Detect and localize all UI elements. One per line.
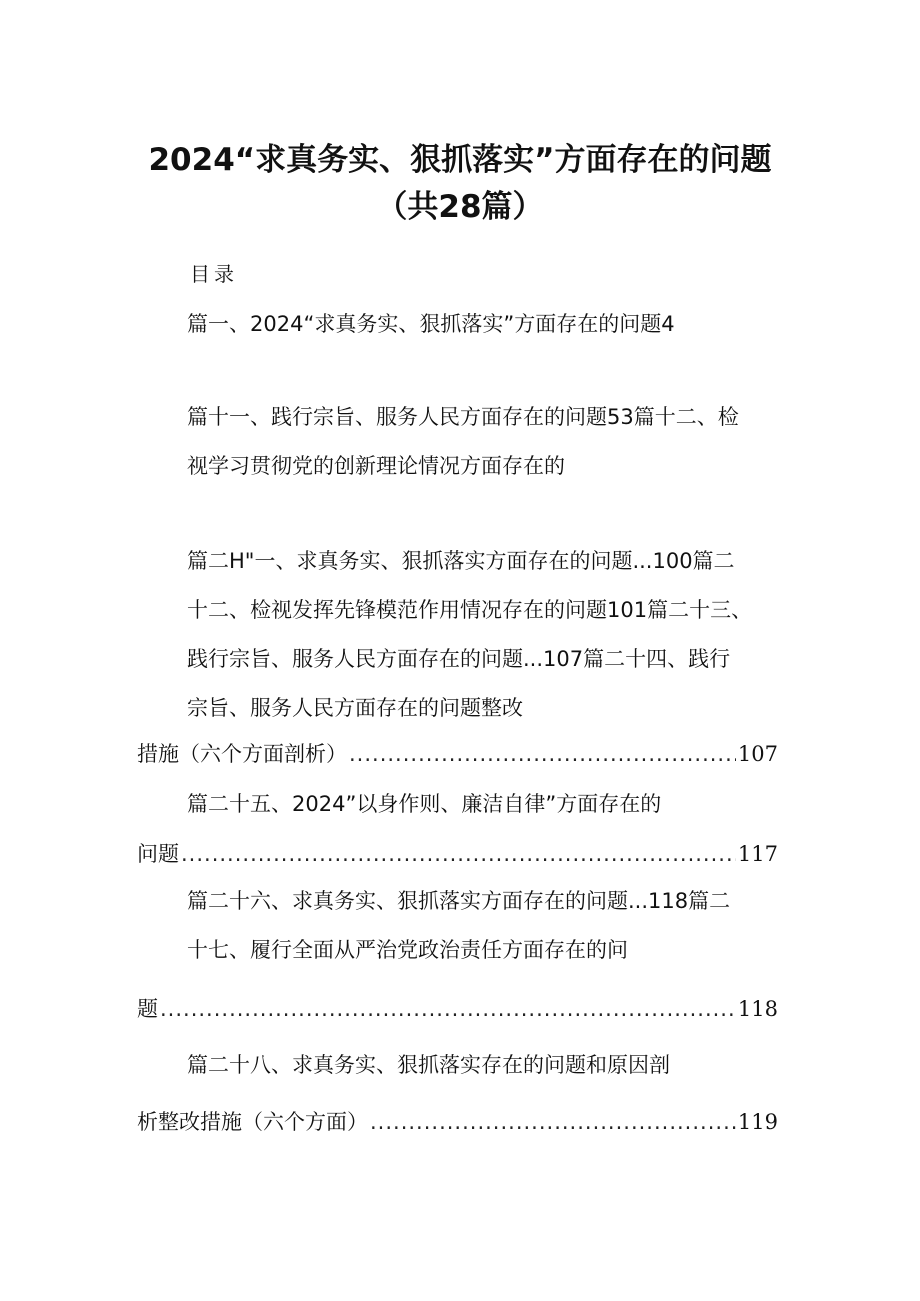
toc-line-26b: 十七、履行全面从严治党政治责任方面存在的问 <box>187 938 628 962</box>
page-number: 107 <box>737 742 778 766</box>
toc-line-6: 践行宗旨、服务人民方面存在的问题...107篇二十四、践行 <box>187 647 731 671</box>
page-number: 117 <box>737 842 778 866</box>
toc-line-3: 视学习贯彻党的创新理论情况方面存在的 <box>187 454 565 478</box>
toc-entry-24 <box>137 740 778 768</box>
leader-dots <box>160 995 736 1023</box>
toc-label: 目录 <box>190 262 238 286</box>
toc-line-2: 篇十一、践行宗旨、服务人民方面存在的问题53篇十二、检 <box>187 405 739 429</box>
document-title-line-1: 2024“求真务实、狠抓落实”方面存在的问题 <box>148 142 772 178</box>
document-title-line-2: （共28篇） <box>376 189 544 225</box>
page-number: 118 <box>737 997 778 1021</box>
toc-line-26a: 篇二十六、求真务实、狠抓落实方面存在的问题...118篇二 <box>187 889 731 913</box>
toc-entry-text: 措施（六个方面剖析） <box>137 742 347 766</box>
toc-line-7: 宗旨、服务人民方面存在的问题整改 <box>187 696 523 720</box>
toc-line-4: 篇二H"一、求真务实、狠抓落实方面存在的问题...100篇二 <box>187 549 735 573</box>
leader-dots <box>349 740 736 768</box>
toc-entry-27 <box>137 995 778 1023</box>
leader-dots <box>370 1108 736 1136</box>
toc-entry-28 <box>137 1108 778 1136</box>
toc-line-5: 十二、检视发挥先锋模范作用情况存在的问题101篇二十三、 <box>187 598 753 622</box>
toc-entry-text: 问题 <box>137 842 179 866</box>
toc-entry-25 <box>137 840 778 868</box>
toc-entry-text: 题 <box>137 997 158 1021</box>
page-number: 119 <box>737 1110 778 1134</box>
toc-line-1: 篇一、2024“求真务实、狠抓落实”方面存在的问题4 <box>187 312 675 336</box>
toc-entry-text: 析整改措施（六个方面） <box>137 1110 368 1134</box>
leader-dots <box>181 840 736 868</box>
toc-line-28: 篇二十八、求真务实、狠抓落实存在的问题和原因剖 <box>187 1053 670 1077</box>
toc-line-25: 篇二十五、2024”以身作则、廉洁自律”方面存在的 <box>187 792 662 816</box>
